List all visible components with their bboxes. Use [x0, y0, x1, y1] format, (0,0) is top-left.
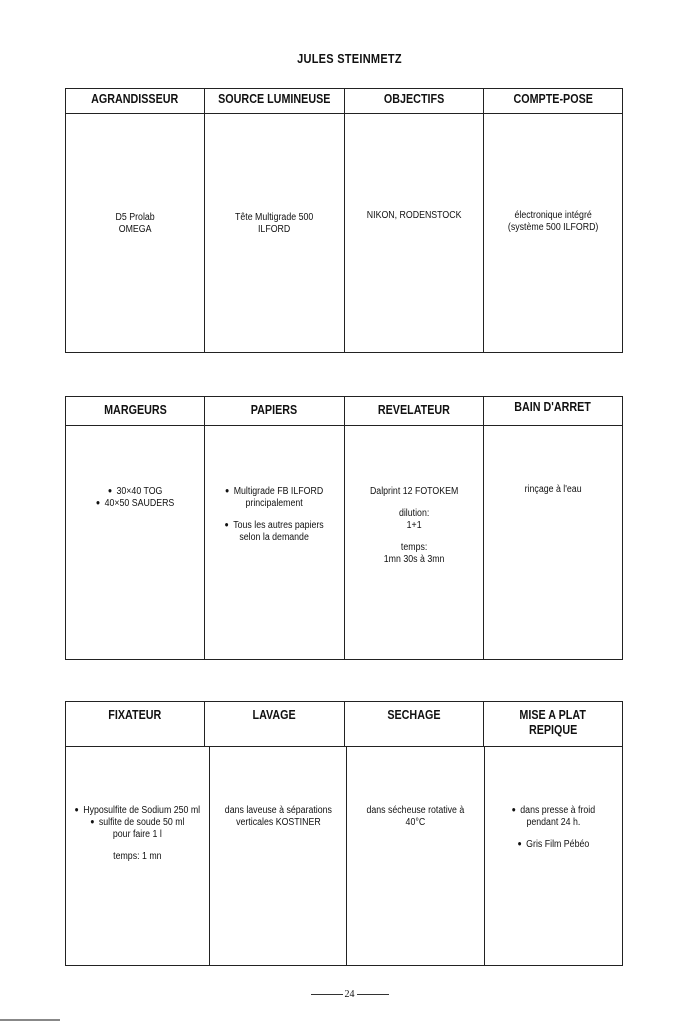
- header-revelateur: REVELATEUR: [344, 397, 483, 425]
- header-agrandisseur: AGRANDISSEUR: [91, 92, 179, 106]
- cell-source-lumineuse: Tête Multigrade 500 ILFORD: [204, 114, 343, 352]
- cell-papiers: ● Multigrade FB ILFORD principalement ● Tous les autres papiers selon la demande: [204, 426, 343, 659]
- scan-edge-mark: [0, 1019, 60, 1021]
- finishing-table: [65, 701, 623, 966]
- table-body-row: [66, 114, 622, 352]
- footer-rule-right: [357, 994, 389, 995]
- header-papiers: PAPIERS: [204, 397, 343, 425]
- header-lavage: LAVAGE: [204, 702, 343, 746]
- table-body-row: [66, 426, 622, 659]
- cell-margeurs: ● 30×40 TOG ● 40×50 SAUDERS: [66, 426, 204, 659]
- footer-rule-left: [311, 994, 343, 995]
- header-compte-pose: COMPTE-POSE: [483, 89, 622, 113]
- cell-agrandisseur: D5 Prolab OMEGA: [115, 212, 155, 235]
- header-mise-a-plat-repique: MISE A PLAT REPIQUE: [483, 702, 622, 746]
- cell-compte-pose: électronique intégré (système 500 ILFORD): [483, 114, 622, 352]
- table-header-row: [66, 702, 622, 747]
- header-margeurs: MARGEURS: [103, 403, 167, 417]
- cell-sechage: dans sécheuse rotative à 40°C: [346, 747, 484, 965]
- header-source-lumineuse: SOURCE LUMINEUSE: [204, 89, 343, 113]
- table-header-row: [66, 397, 622, 426]
- equipment-table: [65, 88, 623, 353]
- cell-objectifs: NIKON, RODENSTOCK: [344, 114, 483, 352]
- page-title: JULES STEINMETZ: [297, 52, 402, 66]
- page-number: 24: [0, 989, 699, 1000]
- cell-bain-darret: rinçage à l'eau: [483, 426, 622, 659]
- table-body-row: [66, 747, 622, 965]
- header-fixateur: FIXATEUR: [108, 708, 162, 722]
- table-header-row: [66, 89, 622, 114]
- cell-lavage: dans laveuse à séparations verticales KOSTINER: [209, 747, 347, 965]
- header-objectifs: OBJECTIFS: [344, 89, 483, 113]
- process-table: [65, 396, 623, 660]
- cell-fixateur: ● Hyposulfite de Sodium 250 ml ● sulfite de soude 50 ml pour faire 1 l temps: 1 mn: [66, 747, 209, 965]
- cell-revelateur: Dalprint 12 FOTOKEM dilution: 1+1 temps: 1mn 30s à 3mn: [344, 426, 483, 659]
- cell-mise-a-plat-repique: ● dans presse à froid pendant 24 h. ● Gris Film Pébéo: [484, 747, 622, 965]
- header-bain-darret: BAIN D'ARRET: [483, 397, 622, 425]
- header-sechage: SECHAGE: [344, 702, 483, 746]
